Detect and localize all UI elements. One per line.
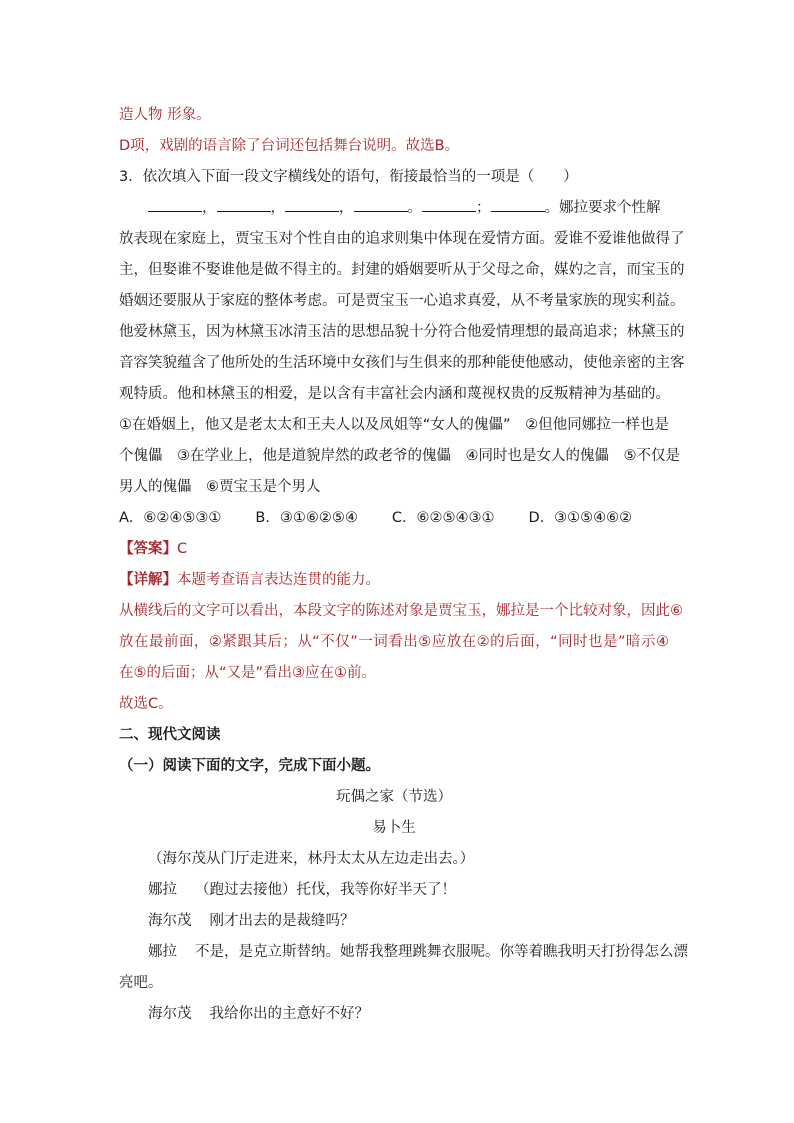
option-d: D．③①⑤④⑥② bbox=[528, 510, 633, 526]
speaker-name: 娜拉 bbox=[148, 944, 177, 960]
explanation-line: 放在最前面，②紧跟其后；从“不仅”一词看出⑤应放在②的后面，“同时也是”暗示④ bbox=[119, 634, 669, 650]
section-heading: 二、现代文阅读 bbox=[119, 727, 221, 743]
question-3-item-line: 男人的傀儡 ⑥贾宝玉是个男人 bbox=[119, 479, 321, 495]
speaker-name: 海尔茂 bbox=[148, 1006, 192, 1022]
explanation-line: 从横线后的文字可以看出，本段文字的陈述对象是贾宝玉，娜拉是一个比较对象，因此⑥ bbox=[119, 603, 683, 619]
blank-2 bbox=[217, 196, 271, 212]
dialogue-line bbox=[119, 875, 669, 906]
blank-1 bbox=[148, 196, 202, 212]
prev-answer-tail: 造人物 形象。 bbox=[119, 107, 211, 123]
dialogue-text: （跑过去接他）托伐，我等你好半天了！ bbox=[195, 882, 456, 898]
question-3-stem: 3．依次填入下面一段文字横线处的语句，衔接最恰当的一项是（ ） bbox=[119, 169, 578, 185]
blank-5 bbox=[422, 196, 476, 212]
dialogue-text: 不是，是克立斯替纳。她帮我整理跳舞衣服呢。你等着瞧我明天打扮得怎么漂 bbox=[195, 944, 688, 960]
text-title: 玩偶之家（节选） bbox=[336, 789, 452, 805]
question-3-passage-line: 婚姻还要服从于家庭的整体考虑。可是贾宝玉一心追求真爱，从不考量家族的现实利益。 bbox=[119, 293, 685, 309]
question-3-passage-line: 音容笑貌蕴含了他所处的生活环境中女孩们与生俱来的那种能使他感动，使他亲密的主客 bbox=[119, 355, 685, 371]
explanation-summary: 本题考查语言表达连贯的能力。 bbox=[177, 572, 380, 588]
text-author: 易卜生 bbox=[372, 820, 416, 836]
dialogue-line bbox=[119, 906, 669, 937]
sub-section-heading: （一）阅读下面的文字，完成下面小题。 bbox=[119, 758, 380, 774]
stage-direction: （海尔茂从门厅走进来，林丹太太从左边走出去。） bbox=[148, 851, 475, 867]
question-3-item-line: ①在婚姻上，他又是老太太和王夫人以及凤姐等“女人的傀儡” ②但他同娜拉一样也是 bbox=[119, 417, 669, 433]
answer-line bbox=[119, 534, 669, 565]
dialogue-line bbox=[119, 999, 669, 1030]
question-3-item-line: 个傀儡 ③在学业上，他是道貌岸然的政老爷的傀儡 ④同时也是女人的傀儡 ⑤不仅是 bbox=[119, 448, 680, 464]
question-3-passage-line: 他爱林黛玉，因为林黛玉冰清玉洁的思想品貌十分符合他爱情理想的最高追求；林黛玉的 bbox=[119, 324, 685, 340]
speaker-name: 海尔茂 bbox=[148, 913, 192, 929]
speaker-name: 娜拉 bbox=[148, 882, 177, 898]
blank-4 bbox=[354, 196, 408, 212]
dialogue-text: 我给你出的主意好不好？ bbox=[209, 1006, 369, 1022]
option-b: B．③①⑥②⑤④ bbox=[255, 510, 358, 526]
explanation-line: 在⑤的后面；从“又是”看出③应在①前。 bbox=[119, 665, 377, 681]
blank-6 bbox=[491, 196, 545, 212]
explanation-heading bbox=[119, 565, 669, 596]
option-c: C．⑥②⑤④③① bbox=[391, 510, 495, 526]
question-3-passage-line: 放表现在家庭上，贾宝玉对个性自由的追求则集中体现在爱情方面。爱谁不爱谁他做得了 bbox=[119, 231, 685, 247]
answer-value: C bbox=[177, 541, 188, 557]
prev-answer-option-d: D项，戏剧的语言除了台词还包括舞台说明。故选B。 bbox=[119, 138, 460, 154]
dialogue-continuation: 亮吧。 bbox=[119, 975, 163, 991]
option-a: A．⑥②④⑤③① bbox=[119, 510, 222, 526]
question-3-blanks-line: ， ， ， 。 ； 。娜拉要求个性解 bbox=[119, 193, 669, 224]
dialogue-text: 刚才出去的是裁缝吗？ bbox=[209, 913, 355, 929]
answer-label: 【答案】 bbox=[119, 541, 177, 557]
explanation-conclusion: 故选C。 bbox=[119, 696, 173, 712]
question-3-options bbox=[119, 503, 669, 534]
explanation-label: 【详解】 bbox=[119, 572, 177, 588]
question-3-passage-line: 主，但娶谁不娶谁他是做不得主的。封建的婚姻要听从于父母之命，媒妁之言，而宝玉的 bbox=[119, 262, 685, 278]
question-3-passage-line: 观特质。他和林黛玉的相爱，是以含有丰富社会内涵和蔑视权贵的反叛精神为基础的。 bbox=[119, 386, 670, 402]
blank-3 bbox=[285, 196, 339, 212]
dialogue-line bbox=[119, 937, 688, 968]
page-content bbox=[119, 100, 688, 1030]
